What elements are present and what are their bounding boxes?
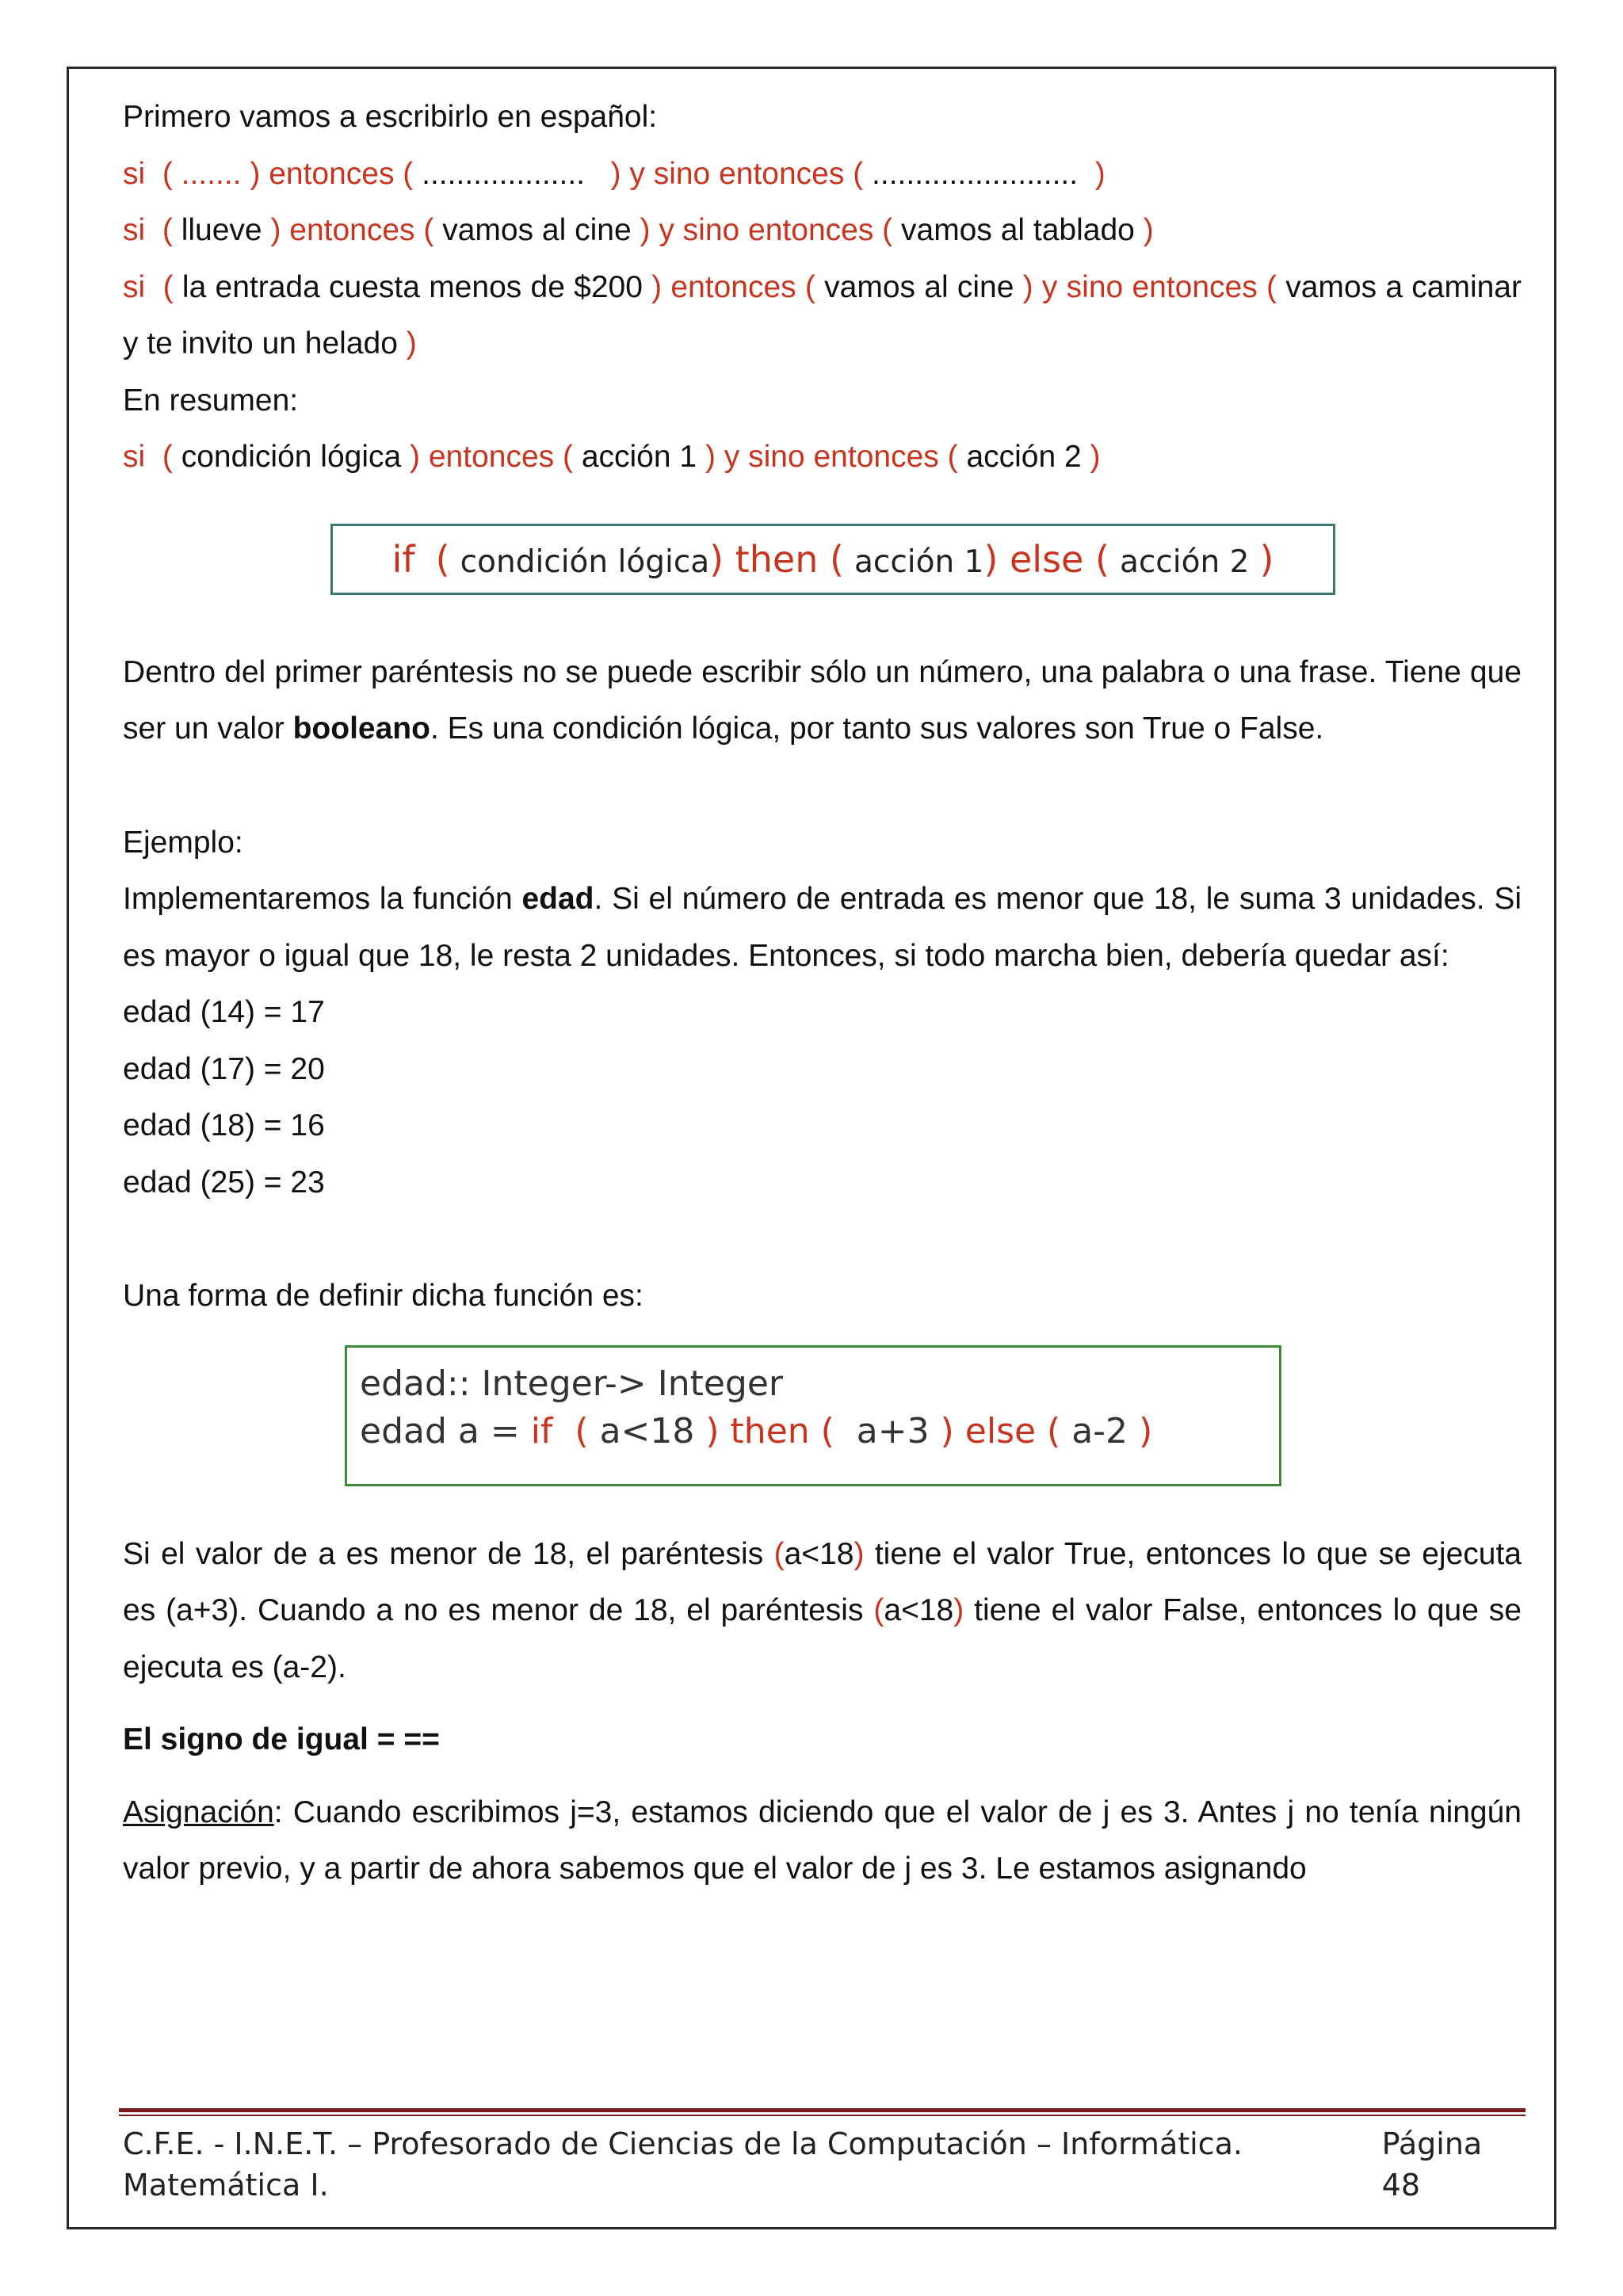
- kw-ysino: ) y sino entonces (: [1022, 269, 1277, 304]
- paren-open: (: [773, 1536, 785, 1571]
- example-1: edad (14) = 17: [123, 995, 325, 1029]
- footer-institution: C.F.E. - I.N.E.T. – Profesorado de Ciencias de la Computación – Informática. Matemática I.: [123, 2126, 1243, 2203]
- function-definition: [360, 1408, 1279, 1455]
- kw-if: if: [391, 537, 415, 581]
- kw-entonces: ) entonces (: [651, 269, 815, 304]
- kw-si: si: [123, 156, 146, 191]
- bold-booleano: booleano: [292, 711, 430, 746]
- si-llueve-line: [123, 202, 1522, 259]
- action-2-text: acción 2: [966, 440, 1082, 474]
- paren-close: ): [953, 1593, 964, 1627]
- paren-open: (: [575, 1410, 589, 1451]
- paren-close: ): [854, 1536, 865, 1571]
- booleano-paragraph: [123, 644, 1522, 757]
- kw-if: if: [530, 1410, 553, 1451]
- text-run: . Si el número de entrada es menor que 18, le suma 3 unidades. Si es mayor o igual que 18, le resta 2 unidades. Entonces, si todo marcha bien, debería quedar así:: [123, 882, 1522, 973]
- paren-open: (: [162, 269, 174, 304]
- type-signature: edad:: Integer-> Integer: [360, 1363, 783, 1404]
- text-run: . Es una condición lógica, por tanto sus valores son True o False.: [430, 711, 1324, 746]
- action-2-text: acción 2: [1119, 543, 1250, 580]
- text-run: tiene el valor True, entonces lo que se ejecuta es (a+3). Cuando a no es menor de 18, el paréntesis: [123, 1536, 1522, 1627]
- example-3: edad (18) = 16: [123, 1108, 325, 1142]
- kw-entonces: entonces (: [269, 156, 414, 191]
- page-content: [123, 89, 1522, 1897]
- forma-line: Una forma de definir dicha función es:: [123, 1279, 643, 1313]
- si-resumen-line: [123, 429, 1522, 486]
- kw-else: ) else (: [940, 1410, 1061, 1451]
- kw-entonces: ) entonces (: [270, 213, 434, 247]
- si-template-line: [123, 146, 1522, 203]
- kw-then: ) then (: [705, 1410, 834, 1451]
- condition-text: a<18: [884, 1593, 954, 1627]
- paren-close: ): [406, 326, 417, 360]
- paren-close: ): [1139, 1410, 1153, 1451]
- kw-else: ) else (: [983, 537, 1109, 581]
- explica-paragraph: [123, 1526, 1522, 1696]
- si-entrada-paragraph: [123, 259, 1522, 372]
- example-4: edad (25) = 23: [123, 1165, 325, 1199]
- action-2-text: vamos a caminar y te invito un helado: [123, 269, 1522, 360]
- code-box-edad: [345, 1345, 1281, 1486]
- condition-text: condición lógica: [460, 543, 710, 580]
- text-run: tiene el valor False, entonces lo que se ejecuta es (a-2).: [123, 1593, 1522, 1684]
- action-1-text: acción 1: [581, 440, 697, 474]
- condition-text: a<18: [784, 1536, 854, 1571]
- paren-close: ): [1094, 156, 1106, 191]
- example-2: edad (17) = 20: [123, 1051, 325, 1086]
- action-1-text: vamos al cine: [824, 269, 1014, 304]
- paren-close: ): [1090, 440, 1101, 474]
- paren-close: ): [1143, 213, 1154, 247]
- action-2-text: a-2: [1071, 1410, 1128, 1451]
- blank-action-2: ........................: [872, 156, 1079, 191]
- ejemplo-label: Ejemplo:: [123, 825, 243, 860]
- text-run: Si el valor de a es menor de 18, el paréntesis: [123, 1536, 774, 1571]
- def-start: edad a =: [360, 1410, 520, 1451]
- footer-rule: [119, 2108, 1526, 2112]
- bold-edad: edad: [521, 882, 594, 916]
- footer-rule-thin: [119, 2115, 1526, 2116]
- action-1-text: a+3: [856, 1410, 930, 1451]
- blank-condition: ( ....... ): [162, 156, 261, 191]
- resumen-label: En resumen:: [123, 383, 299, 418]
- paren-open: (: [873, 1593, 884, 1627]
- condition-text: la entrada cuesta menos de $200: [181, 269, 643, 304]
- kw-entonces: ) entonces (: [410, 440, 573, 474]
- paren-open: (: [162, 213, 173, 247]
- paren-close: ): [1259, 537, 1274, 581]
- action-1-text: vamos al cine: [442, 213, 632, 247]
- action-2-text: vamos al tablado: [901, 213, 1135, 247]
- kw-ysino: ) y sino entonces (: [610, 156, 864, 191]
- underlined-term: Asignación: [123, 1794, 274, 1829]
- kw-si: si: [123, 440, 146, 474]
- condition-text: a<18: [599, 1410, 695, 1451]
- blank-action-1: ...................: [422, 156, 586, 191]
- text-run: Implementaremos la función: [123, 882, 522, 916]
- paren-open: (: [162, 440, 173, 474]
- asignacion-paragraph: [123, 1784, 1522, 1897]
- action-1-text: acción 1: [854, 543, 984, 580]
- paren-open: (: [435, 537, 450, 581]
- kw-si: si: [123, 269, 146, 304]
- kw-ysino: ) y sino entonces (: [640, 213, 893, 247]
- intro-line: Primero vamos a escribirlo en español:: [123, 100, 658, 134]
- edad-paragraph: [123, 871, 1522, 984]
- text-run: Dentro del primer paréntesis no se puede escribir sólo un número, una palabra o una frase. Tiene que ser un valor: [123, 654, 1522, 746]
- kw-si: si: [123, 213, 146, 247]
- kw-then: ) then (: [709, 537, 844, 581]
- condition-text: condición lógica: [181, 440, 402, 474]
- text-run: : Cuando escribimos j=3, estamos diciendo que el valor de j es 3. Antes j no tenía ningún valor previo, y a partir de ahora sabemos que el valor de j es 3. Le estamos asignando: [123, 1794, 1522, 1886]
- page-footer: [123, 2123, 1522, 2206]
- kw-ysino: ) y sino entonces (: [705, 440, 958, 474]
- condition-text: llueve: [181, 213, 262, 247]
- page-number: Página 48: [1381, 2126, 1483, 2203]
- section-heading: El signo de igual = ==: [123, 1722, 440, 1756]
- if-then-else-box: [330, 524, 1335, 595]
